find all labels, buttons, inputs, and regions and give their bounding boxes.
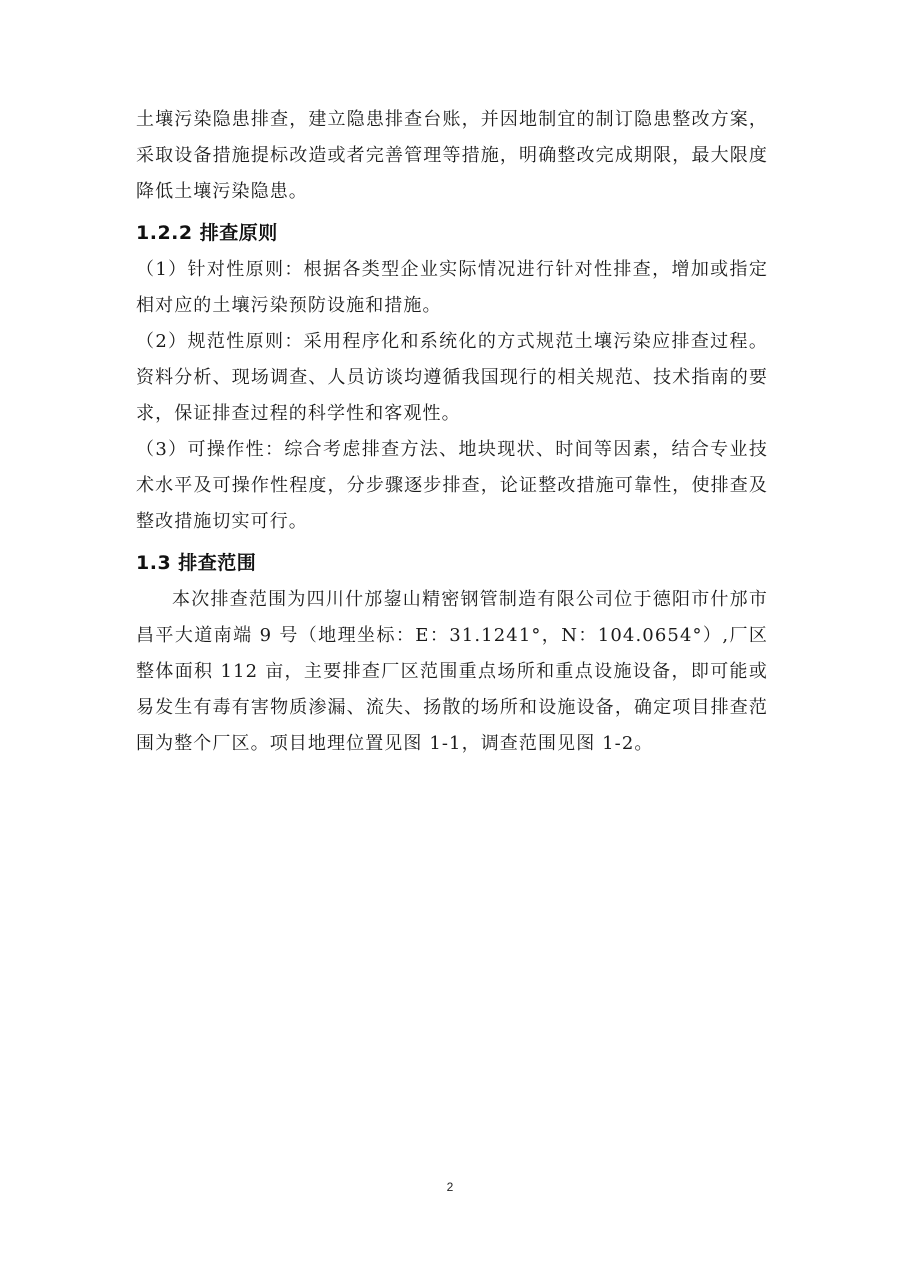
page-number: 2 xyxy=(446,1180,454,1194)
principle-item-1: （1）针对性原则：根据各类型企业实际情况进行针对性排查，增加或指定相对应的土壤污染预防设施和措施。 xyxy=(136,259,768,316)
intro-paragraph: 土壤污染隐患排查，建立隐患排查台账，并因地制宜的制订隐患整改方案，采取设备措施提标改造或者完善管理等措施，明确整改完成期限，最大限度降低土壤污染隐患。 xyxy=(136,109,768,202)
scope-paragraph: 本次排查范围为四川什邡鋆山精密钢管制造有限公司位于德阳市什邡市昌平大道南端 9 号（地理坐标：E：31.1241°，N：104.0654°）,厂区整体面积 112 亩，主要排查厂区范围重点场所和重点设施设备，即可能或易发生有毒有害物质渗漏、流失、扬散的场所和设施设备，确定项目排查范围为整个厂区。项目地理位置见图 1-1，调查范围见图 1-2。 xyxy=(136,589,768,754)
section-heading-1-3: 1.3 排查范围 xyxy=(136,552,257,574)
principle-item-2: （2）规范性原则：采用程序化和系统化的方式规范土壤污染应排查过程。资料分析、现场调查、人员访谈均遵循我国现行的相关规范、技术指南的要求，保证排查过程的科学性和客观性。 xyxy=(136,331,768,424)
section-heading-1-2-2: 1.2.2 排查原则 xyxy=(136,222,278,244)
page-content xyxy=(136,102,768,762)
principle-item-3: （3）可操作性：综合考虑排查方法、地块现状、时间等因素，结合专业技术水平及可操作性程度，分步骤逐步排查，论证整改措施可靠性，使排查及整改措施切实可行。 xyxy=(136,439,768,532)
